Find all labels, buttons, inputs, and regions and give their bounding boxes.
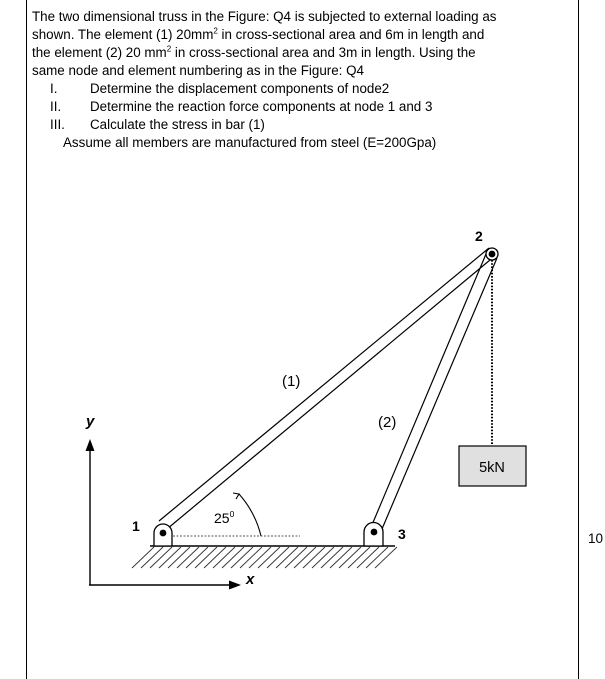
intro-line-3b: in cross-sectional area and 3m in length. Using the xyxy=(171,45,476,60)
ground-support xyxy=(132,546,397,568)
angle-arc xyxy=(239,494,261,536)
x-axis-arrow-icon xyxy=(229,581,241,590)
angle-arrow-icon xyxy=(233,493,239,499)
task-number: III. xyxy=(50,117,65,132)
element-1-bar xyxy=(159,248,496,529)
material-assumption: Assume all members are manufactured from steel (E=200Gpa) xyxy=(63,135,437,150)
intro-line-2a: shown. The element (1) 20mm xyxy=(32,27,214,42)
superscript-2: 2 xyxy=(166,44,172,54)
angle-value: 25 xyxy=(214,510,230,526)
y-axis-arrow-icon xyxy=(86,439,95,451)
superscript-2: 2 xyxy=(213,26,218,36)
task-text: Calculate the stress in bar (1) xyxy=(90,117,265,132)
task-text: Determine the displacement components of node2 xyxy=(90,81,390,96)
intro-line-2b: in cross-sectional area and 6m in length and xyxy=(217,27,485,42)
node-1-support xyxy=(154,524,172,546)
angle-degree-sup: 0 xyxy=(229,509,235,519)
element-2-label: (2) xyxy=(378,414,397,431)
intro-line-3a: the element (2) 20 mm xyxy=(32,45,167,60)
x-axis-label: x xyxy=(246,571,255,588)
intro-line-4: same node and element numbering as in the Figure: Q4 xyxy=(32,63,364,78)
node-2-pin xyxy=(486,248,498,260)
marks-value: 10 xyxy=(588,531,604,546)
node-1-label: 1 xyxy=(132,518,140,534)
task-number: II. xyxy=(50,99,62,114)
task-number: I. xyxy=(50,81,58,96)
node-3-label: 3 xyxy=(398,526,406,542)
load-label: 5kN xyxy=(479,460,505,476)
intro-line-1: The two dimensional truss in the Figure: Q4 is subjected to external loading as xyxy=(32,9,497,24)
angle-label xyxy=(214,509,235,526)
y-axis-label: y xyxy=(86,413,95,430)
task-text: Determine the reaction force components at node 1 and 3 xyxy=(90,99,433,114)
node-3-support xyxy=(364,523,383,547)
ground-hatching xyxy=(132,547,397,568)
node-2-label: 2 xyxy=(475,228,483,244)
element-1-label: (1) xyxy=(282,373,301,390)
element-2-bar xyxy=(369,254,497,536)
